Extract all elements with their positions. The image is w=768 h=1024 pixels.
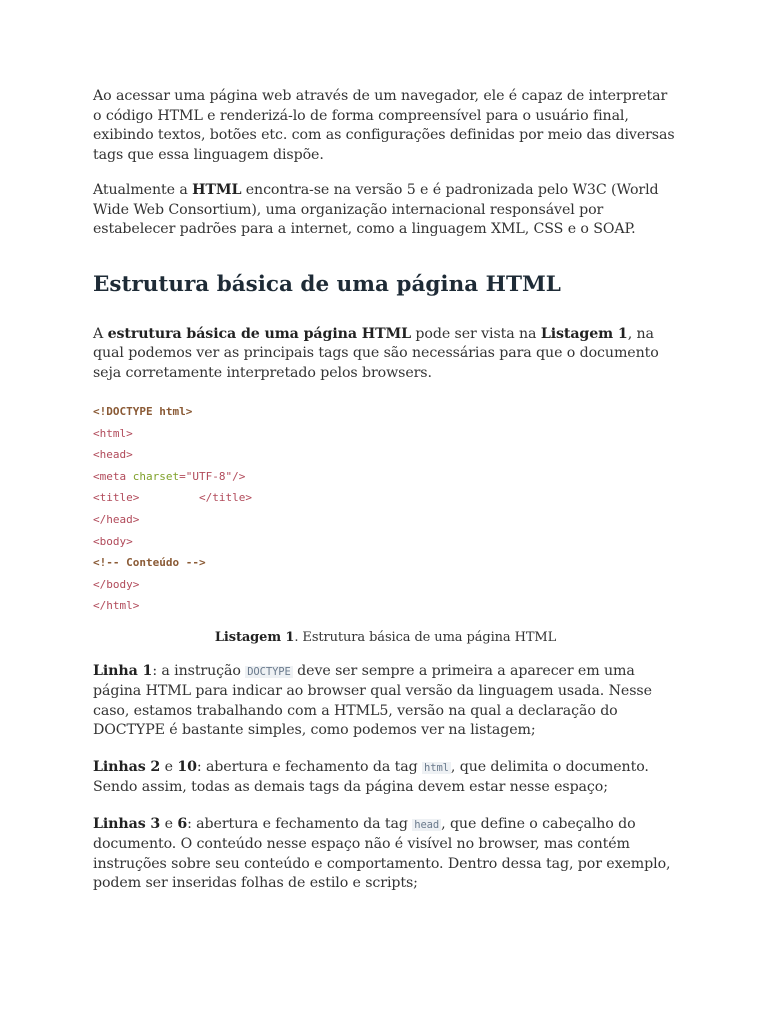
code-line xyxy=(93,444,678,466)
code-tag: <body> xyxy=(93,534,133,548)
inline-code-head: head xyxy=(414,818,440,831)
line-label: Linhas 2 xyxy=(93,758,161,775)
code-value: "UTF-8" xyxy=(185,469,233,483)
text-span: deve ser sempre a primeira a aparecer em uma página HTML para indicar ao browser qual versão da linguagem usada. Nesse caso, estamos trabalhando com a HTML5, versão na qual a declaração do DOCTYPE é bastante simples, como podemos ver na listagem; xyxy=(93,662,652,739)
line-label: Linha 1 xyxy=(93,662,153,679)
text-span: A xyxy=(93,325,108,342)
code-line xyxy=(93,401,678,423)
code-tag: <title> </title> xyxy=(93,491,252,505)
text-span: : abertura e fechamento da tag xyxy=(187,815,413,832)
code-line xyxy=(93,487,678,509)
listing-caption xyxy=(93,629,678,647)
bold-html: HTML xyxy=(192,182,242,198)
code-line xyxy=(93,595,678,617)
text-span: , que define o cabeçalho do documento. O conteúdo nesse espaço não é visível no browser, mas contém instruções sobre seu conteúdo e comportamento. Dentro dessa tag, por exemplo, podem ser inseridas folhas de estilo e scripts; xyxy=(93,815,671,892)
text-span: : a instrução xyxy=(152,662,246,679)
code-line xyxy=(93,552,678,574)
code-line xyxy=(93,466,678,488)
line-label: 10 xyxy=(177,758,197,775)
code-tag: <meta xyxy=(93,469,133,483)
text-span: e xyxy=(160,815,178,832)
text-span: pode ser vista na xyxy=(411,325,541,342)
code-line xyxy=(93,423,678,445)
inline-code-doctype: DOCTYPE xyxy=(247,665,291,678)
bold-structure: estrutura básica de uma página HTML xyxy=(107,325,412,342)
text-span: e xyxy=(160,758,178,775)
line-1-paragraph xyxy=(93,662,678,741)
text-span: : abertura e fechamento da tag xyxy=(196,758,422,775)
code-line xyxy=(93,509,678,531)
caption-text: . Estrutura básica de uma página HTML xyxy=(294,629,557,645)
code-doctype: <!DOCTYPE html> xyxy=(93,405,193,418)
intro-paragraph-1: Ao acessar uma página web através de um navegador, ele é capaz de interpretar o código HTML e renderizá-lo de forma compreensível para o usuário final, exibindo textos, botões etc. com as configurações definidas por meio das diversas tags que essa linguagem dispõe. xyxy=(93,88,675,163)
structure-paragraph xyxy=(93,325,678,384)
text-span: , na qual podemos ver as principais tags que são necessárias para que o documento seja corretamente interpretado pelos browsers. xyxy=(93,325,659,381)
caption-bold: Listagem 1 xyxy=(214,629,295,645)
line-label: 6 xyxy=(177,815,188,832)
bold-listing-ref: Listagem 1 xyxy=(540,325,628,342)
code-attr: charset xyxy=(132,469,180,483)
text-span: Atualmente a xyxy=(93,182,193,198)
code-tag: </head> xyxy=(93,512,140,526)
section-heading: Estrutura básica de uma página HTML xyxy=(93,271,561,297)
code-tag: <html> xyxy=(93,426,133,440)
code-tag: </body> xyxy=(93,577,140,591)
inline-code-html: html xyxy=(424,761,449,774)
text-span: , que delimita o documento. Sendo assim, todas as demais tags da página devem estar nesse espaço; xyxy=(93,758,649,796)
line-label: Linhas 3 xyxy=(93,815,161,832)
code-line xyxy=(93,574,678,596)
code-comment: <!-- Conteúdo --> xyxy=(93,556,206,570)
text-span: encontra-se na versão 5 e é padronizada pelo W3C (World Wide Web Consortium), uma organização internacional responsável por estabelecer padrões para a internet, como a linguagem XML, CSS e o SOAP. xyxy=(93,182,659,237)
document-page xyxy=(93,87,678,911)
lines-2-10-paragraph xyxy=(93,758,678,798)
lines-3-6-paragraph xyxy=(93,815,678,894)
code-tag: </html> xyxy=(93,599,140,613)
code-line xyxy=(93,531,678,553)
code-tag: <head> xyxy=(93,448,133,462)
code-listing xyxy=(93,401,678,617)
code-eq: = xyxy=(179,469,186,483)
code-tag: /> xyxy=(232,469,246,483)
intro-paragraph-2 xyxy=(93,181,678,240)
